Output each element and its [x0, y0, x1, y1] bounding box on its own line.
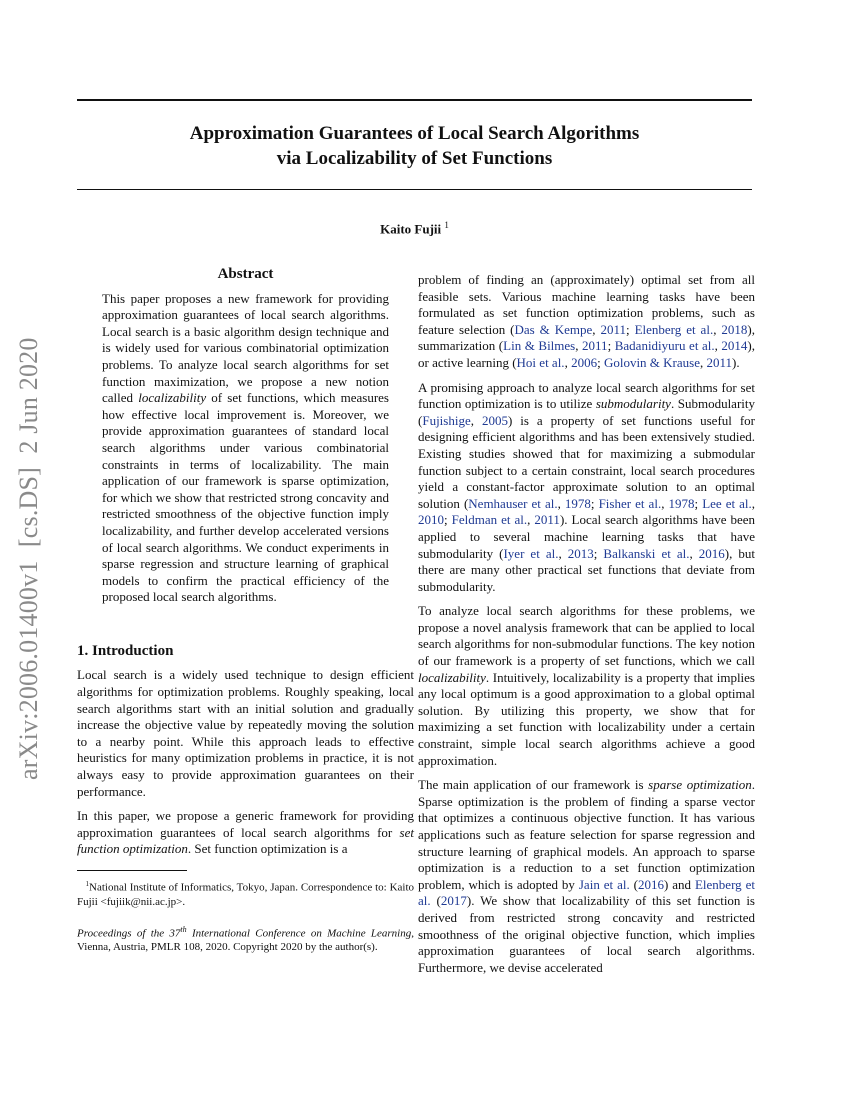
citation-link[interactable]: 2016 [638, 876, 664, 892]
text-run: ), summarization ( [418, 321, 755, 354]
text-run: , [661, 495, 669, 511]
citation-link[interactable]: Golovin & Krause [603, 354, 700, 370]
body-paragraph [418, 603, 755, 769]
text-run: ). Local search algorithms have been applied to several machine learning tasks that have submodularity ( [418, 512, 756, 561]
citation-link[interactable]: 2006 [571, 354, 598, 370]
abstract-heading: Abstract [217, 266, 274, 282]
emphasis-text: th [180, 924, 187, 934]
abstract [77, 266, 414, 606]
emphasis-text: localizability [418, 669, 486, 685]
body-paragraph [418, 272, 755, 372]
citation-link[interactable]: Lin & Bilmes [503, 338, 576, 354]
text-run: This paper proposes a new framework for providing approximation guarantees of local search algorithms. Local search is a basic algorithm design technique and is widely used for various combinatorial optimization problems. To analyze local search algorithms for set function maximization, we propose a new notion called [102, 290, 389, 406]
citation-link[interactable]: 2011 [582, 338, 608, 354]
citation-link[interactable]: Feldman et al. [451, 512, 528, 528]
citation-link[interactable]: 1978 [668, 495, 695, 511]
text-run: , [592, 321, 601, 337]
citation-link[interactable]: Jain et al. [578, 876, 630, 892]
text-run: problem of finding an (approximately) optimal set from all feasible sets. Various machine learning tasks have been formulated as set function optimization problems, such as feature selection ( [418, 272, 755, 337]
text-run: ; [593, 545, 604, 561]
emphasis-text: International Conference on Machine Learning [186, 927, 412, 940]
text-run: ) is a property of set functions useful for designing efficient algorithms and has been extensively studied. Existing studies showed that for maximizing a submodular function subject to a certain constraint, local search procedures yield a constant-factor approximate solution to an optimal solution ( [418, 412, 756, 511]
emphasis-text: set function optimization [77, 824, 414, 857]
emphasis-text: submodularity [595, 396, 671, 412]
citation-link[interactable]: Das & Kempe [514, 321, 593, 337]
author-affiliation-mark: 1 [444, 220, 449, 230]
title-line-1: Approximation Guarantees of Local Search Algorithms [189, 123, 640, 144]
footnote-text: National Institute of Informatics, Tokyo, Japan. Correspondence to: Kaito Fujii <fujiik@nii.ac.jp>. [77, 881, 415, 908]
footnote-mark: 1 [85, 880, 89, 888]
text-run: , Vienna, Austria, PMLR 108, 2020. Copyright 2020 by the author(s). [77, 927, 414, 954]
title-line-2: via Localizability of Set Functions [276, 148, 553, 169]
arxiv-stamp: arXiv:2006.01400v1 [cs.DS] 2 Jun 2020 [14, 337, 43, 780]
text-run: , [689, 545, 699, 561]
text-run: . Set function optimization is a [187, 841, 348, 857]
citation-link[interactable]: 2011 [600, 321, 627, 337]
text-run: , [557, 495, 565, 511]
author [77, 220, 752, 237]
text-run: ; [607, 338, 615, 354]
text-run: ), or active learning ( [418, 338, 755, 370]
author-name: Kaito Fujii [380, 221, 442, 237]
citation-link[interactable]: 2011 [534, 512, 560, 528]
text-run: ; [597, 354, 604, 370]
citation-link[interactable]: 2017 [440, 893, 467, 909]
text-run: Local search is a widely used technique to design efficient algorithms for optimization problems. Roughly speaking, local search algorithms start with an initial solution and gradually increase the objective value by repeatedly moving the solution to a nearby point. While this approach leads to effective heuristics for many optimization problems in practice, it is not always easy to provide approximation guarantees on their performance. [77, 667, 414, 799]
text-run: . Submodularity ( [418, 396, 756, 428]
footnote [77, 877, 414, 909]
text-run: ) and [664, 876, 695, 892]
citation-link[interactable]: 2010 [418, 512, 444, 528]
text-run: To analyze local search algorithms for these problems, we propose a novel analysis framework that can be applied to local search algorithms for non-submodular functions. The key notion of our framework is a property of set functions, which we call [418, 603, 755, 669]
abstract-body [102, 291, 389, 606]
text-run: , [564, 354, 572, 370]
text-run: ( [430, 893, 441, 909]
body-paragraph [418, 380, 755, 596]
citation-link[interactable]: 1978 [564, 495, 591, 511]
text-run: ; [694, 495, 703, 511]
text-run: , [575, 338, 583, 354]
citation-link[interactable]: 2014 [721, 338, 748, 354]
citation-link[interactable]: Fisher et al. [598, 495, 662, 511]
text-run: , [558, 545, 568, 561]
citation-link[interactable]: Nemhauser et al. [468, 495, 558, 511]
title-rule [77, 189, 752, 190]
citation-link[interactable]: Elenberg et al. [634, 321, 714, 337]
text-run: ; [444, 512, 452, 528]
text-run: ( [629, 876, 638, 892]
citation-link[interactable]: Balkanski et al. [603, 545, 690, 561]
citation-link[interactable]: 2018 [721, 321, 748, 337]
text-run: . Sparse optimization is the problem of finding a sparse vector that optimizes a continuous objective function. It has various applications such as feature selection for sparse regression and structure learning of graphical models. An approach to sparse optimization is a reduction to a set function optimization problem, which is adopted by [418, 777, 755, 892]
text-run: ). We show that localizability of this set function is derived from restricted strong concavity and restricted smoothness of the original objective function, which implies approximation guarantees of local search algorithms. Furthermore, we devise accelerated [418, 893, 755, 975]
citation-link[interactable]: Elenberg et al. [418, 876, 755, 909]
citation-link[interactable]: Lee et al. [702, 495, 752, 511]
citation-link[interactable]: 2011 [706, 354, 733, 370]
proceedings-notice [77, 923, 414, 955]
intro-paragraph [77, 667, 414, 800]
emphasis-text: sparse optimization [648, 777, 752, 793]
text-run: , [714, 338, 722, 354]
text-run: , [470, 412, 482, 428]
citation-link[interactable]: Iyer et al. [503, 545, 559, 561]
citation-link[interactable]: Hoi et al. [516, 354, 565, 370]
text-run: ), but there are many other practical set functions that deviate from submodularity. [418, 545, 756, 594]
body-paragraph [418, 777, 755, 976]
text-run: A promising approach to analyze local search algorithms for set function optimization is to utilize [418, 379, 755, 412]
text-run: , [699, 354, 707, 370]
citation-link[interactable]: 2016 [698, 545, 725, 561]
citation-link[interactable]: Badanidiyuru et al. [614, 338, 715, 354]
emphasis-text: Proceedings of the 37 [77, 927, 181, 940]
text-run: , [713, 321, 722, 337]
top-rule [77, 99, 752, 101]
footnote-rule [77, 870, 187, 871]
text-run: ). [732, 354, 740, 370]
left-column [77, 266, 414, 954]
section-heading-introduction: 1. Introduction [77, 642, 174, 659]
right-column [418, 272, 755, 984]
text-run: , [751, 495, 756, 511]
emphasis-text: localizability [138, 390, 207, 406]
text-run: ; [626, 321, 635, 337]
intro-paragraph [77, 808, 414, 858]
text-run: The main application of our framework is [418, 777, 649, 793]
text-run: ; [590, 495, 599, 511]
text-run: . Intuitively, localizability is a property that implies any local optimum is a good approximation to a global optimal solution. By utilizing this property, we show that for maximizing a set function with localizability under a certain constraint, simple local search algorithms achieve a good approximation. [418, 669, 755, 768]
citation-link[interactable]: 2013 [567, 545, 594, 561]
citation-link[interactable]: Fujishige [422, 412, 471, 428]
paper-title [77, 121, 752, 171]
citation-link[interactable]: 2005 [481, 412, 508, 428]
text-run: , [527, 512, 535, 528]
text-run: of set functions, which measures how effective local improvement is. Moreover, we provide approximation guarantees of standard local search algorithms under various combinatorial constraints in terms of localizability. The main application of our framework is sparse optimization, for which we show that restricted strong concavity and restricted smoothness of the objective function imply localizability, and further develop accelerated versions of local search algorithms. We conduct experiments in sparse regression and structure learning of graphical models to confirm the practical efficiency of the proposed local search algorithms. [102, 390, 389, 605]
text-run: In this paper, we propose a generic framework for providing approximation guarantees of local search algorithms for [77, 808, 414, 840]
